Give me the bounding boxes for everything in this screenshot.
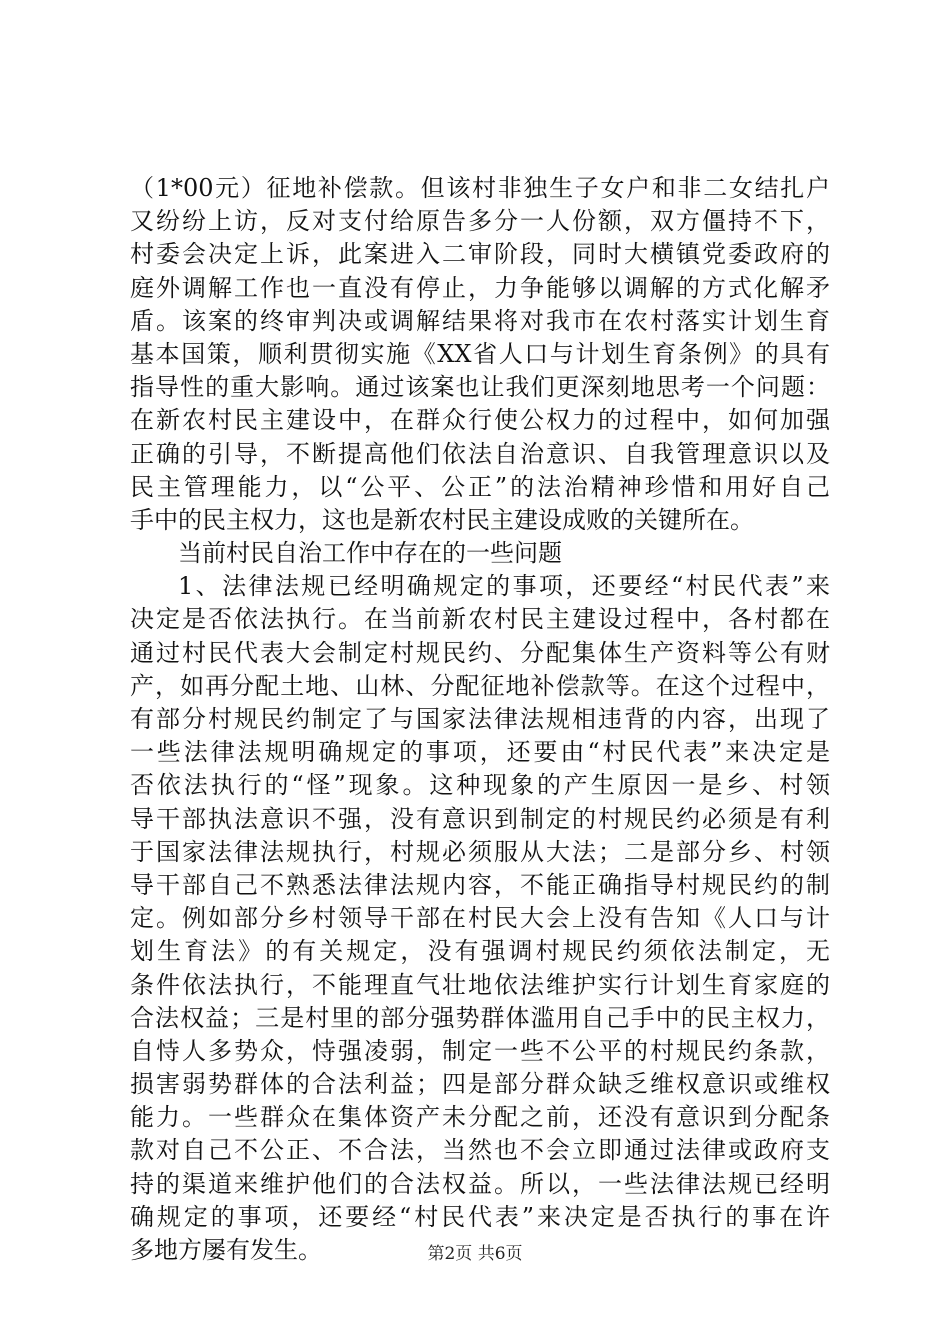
text-line: 产，如再分配土地、山林、分配征地补偿款等。在这个过程中， (130, 671, 830, 700)
page-number-footer: 第2页 共6页 (427, 1244, 523, 1264)
text-line: 指导性的重大影响。通过该案也让我们更深刻地思考一个问题： (130, 373, 830, 402)
text-line: 在新农村民主建设中，在群众行使公权力的过程中，如何加强 (130, 406, 830, 435)
text-line: 条件依法执行，不能理直气壮地依法维护实行计划生育家庭的 (130, 970, 830, 999)
text-line: 导干部执法意识不强，没有意识到制定的村规民约必须是有利 (130, 804, 830, 833)
text-line: 一些法律法规明确规定的事项，还要由“村民代表”来决定是 (130, 738, 830, 767)
text-line: 决定是否依法执行。在当前新农村民主建设过程中，各村都在 (130, 605, 830, 634)
text-line: 基本国策，顺利贯彻实施《XX省人口与计划生育条例》的具有 (130, 339, 830, 368)
text-line: 有部分村规民约制定了与国家法律法规相违背的内容，出现了 (130, 705, 830, 733)
text-line: 划生育法》的有关规定，没有强调村规民约须依法制定，无 (130, 937, 830, 966)
text-line: 通过村民代表大会制定村规民约、分配集体生产资料等公有财 (130, 638, 830, 667)
text-line: 合法权益；三是村里的部分强势群体滥用自己手中的民主权力， (130, 1003, 830, 1032)
text-line: 民主管理能力，以“公平、公正”的法治精神珍惜和用好自己 (130, 472, 830, 501)
text-line: 款对自己不公正、不合法，当然也不会立即通过法律或政府支 (130, 1136, 830, 1165)
text-line: 持的渠道来维护他们的合法权益。所以，一些法律法规已经明 (130, 1169, 830, 1198)
section-heading: 当前村民自治工作中存在的一些问题 (178, 539, 562, 568)
text-line: 正确的引导，不断提高他们依法自治意识、自我管理意识以及 (130, 439, 830, 468)
body-text (130, 172, 830, 1267)
text-line: 自恃人多势众，恃强凌弱，制定一些不公平的村规民约条款， (130, 1036, 830, 1065)
text-line: （1*00元）征地补偿款。但该村非独生子女户和非二女结扎户 (130, 174, 830, 202)
text-line: 导干部自己不熟悉法律法规内容，不能正确指导村规民约的制 (130, 870, 830, 899)
text-line: 能力。一些群众在集体资产未分配之前，还没有意识到分配条 (130, 1103, 830, 1132)
text-line: 1、法律法规已经明确规定的事项，还要经“村民代表”来 (178, 572, 830, 601)
text-line: 村委会决定上诉，此案进入二审阶段，同时大横镇党委政府的 (130, 240, 830, 269)
text-line: 定。例如部分乡村领导干部在村民大会上没有告知《人口与计 (130, 904, 830, 933)
text-line: 庭外调解工作也一直没有停止，力争能够以调解的方式化解矛 (130, 273, 830, 302)
text-line: 于国家法律法规执行，村规必须服从大法；二是部分乡、村领 (130, 837, 830, 866)
text-line: 手中的民主权力，这也是新农村民主建设成败的关键所在。 (130, 505, 754, 534)
text-line: 多地方屡有发生。 (130, 1236, 322, 1264)
text-line: 否依法执行的“怪”现象。这种现象的产生原因一是乡、村领 (130, 771, 830, 800)
text-line: 损害弱势群体的合法利益；四是部分群众缺乏维权意识或维权 (130, 1070, 830, 1099)
text-line: 又纷纷上访，反对支付给原告多分一人份额，双方僵持不下， (130, 207, 830, 236)
text-line: 确规定的事项，还要经“村民代表”来决定是否执行的事在许 (130, 1202, 830, 1231)
text-line: 盾。该案的终审判决或调解结果将对我市在农村落实计划生育 (130, 306, 830, 335)
